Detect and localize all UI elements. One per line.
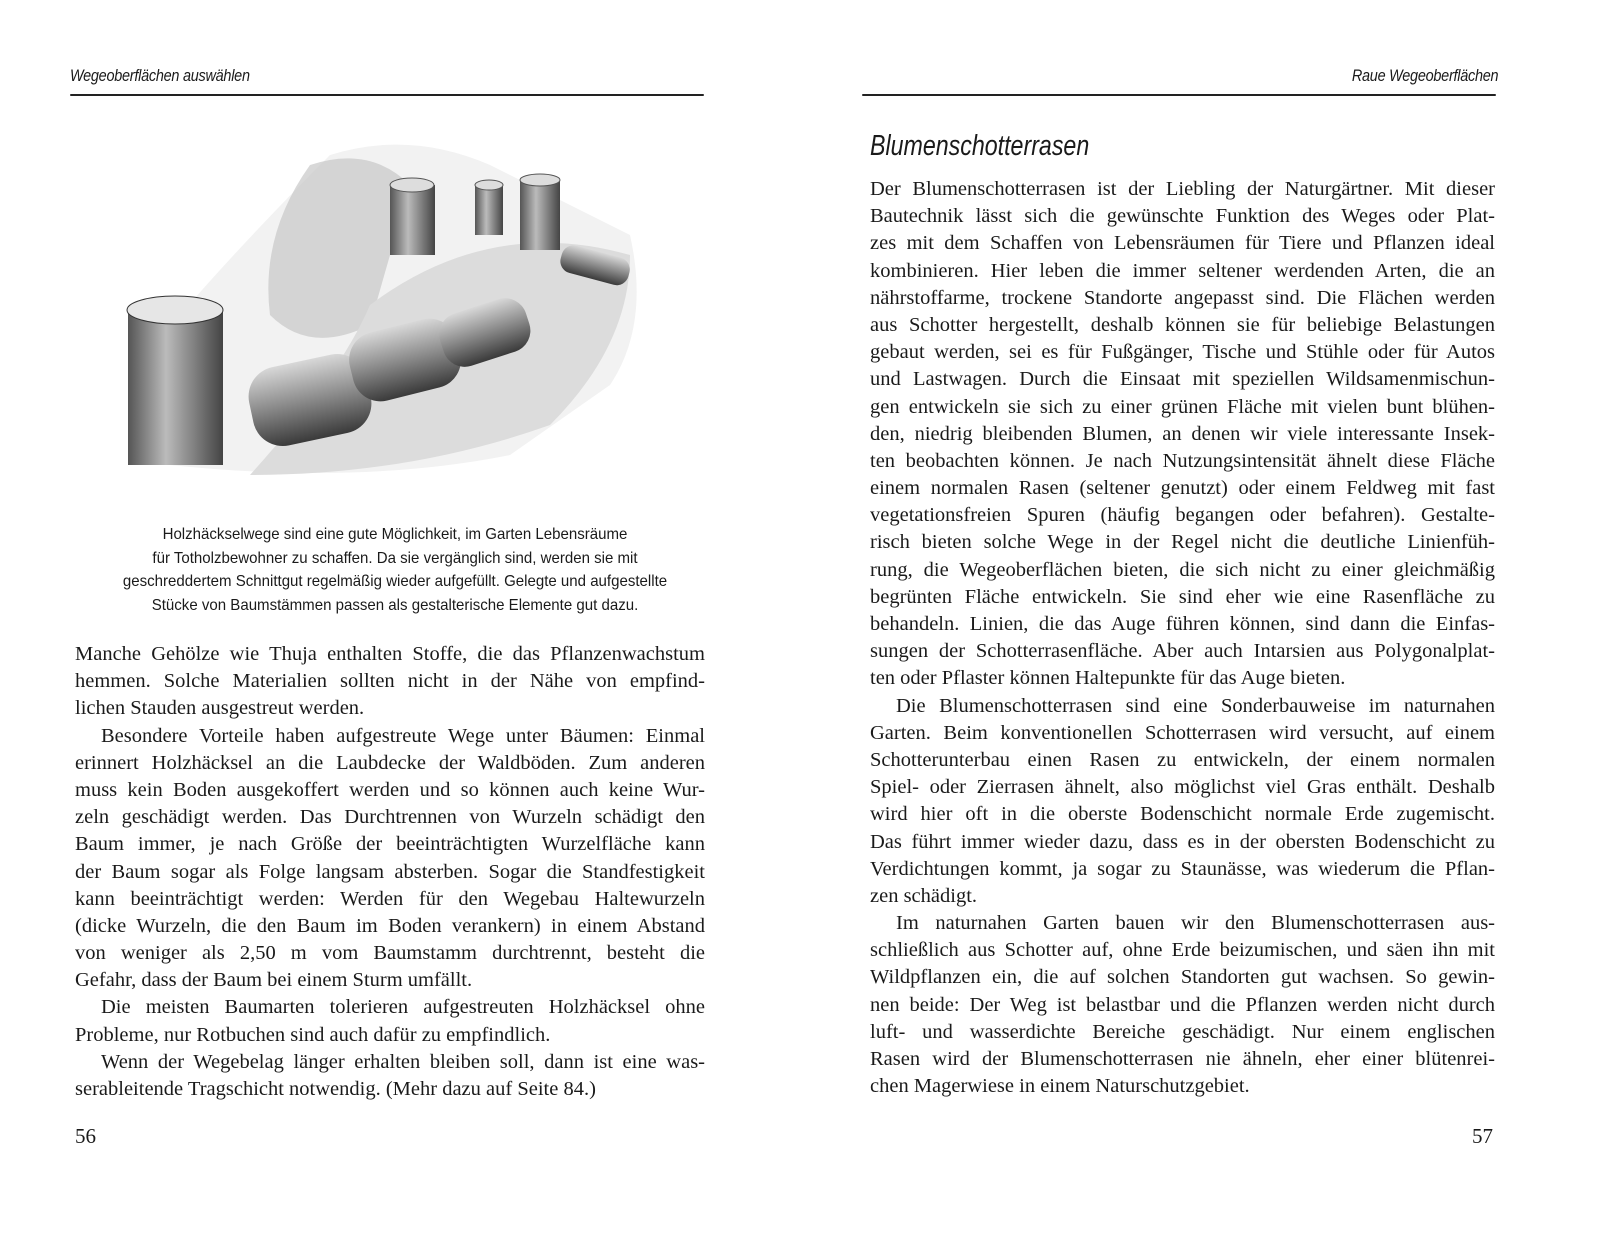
text-line: risch bieten solche Wege in der Regel nicht die deutliche Linienfüh-: [870, 531, 1495, 554]
running-head-left: Wegeoberflächen auswählen: [70, 66, 250, 85]
running-head-right: Raue Wegeoberflächen: [1351, 66, 1498, 85]
text-line: Die meisten Baumarten tolerieren aufgestreuten Holzhäcksel ohne: [101, 996, 705, 1019]
text-line: Rasen wird der Blumenschotterrasen nie ähneln, eher einer blütenrei-: [870, 1048, 1495, 1070]
text-line: Im naturnahen Garten bauen wir den Blumenschotterrasen aus-: [896, 912, 1495, 935]
text-line: ten beobachten können. Je nach Nutzungsintensität ähnelt diese Fläche: [870, 449, 1495, 472]
caption-line: Holzhäckselwege sind eine gute Möglichkeit, im Garten Lebensräume: [162, 526, 628, 543]
text-line: hemmen. Solche Materialien sollten nicht in der Nähe von empfind-: [75, 670, 705, 693]
text-line: Probleme, nur Rotbuchen sind auch dafür zu empfindlich.: [75, 1023, 551, 1046]
text-line: sungen der Schotterrasenfläche. Aber auch Intarsien aus Polygonalplat-: [870, 640, 1495, 663]
page-number-right: 57: [1472, 1124, 1493, 1148]
text-line: einem normalen Rasen (seltener genutzt) oder einem Feldweg mit fast: [870, 477, 1495, 500]
text-line: (dicke Wurzeln, die den Baum im Boden verankern) in einem Abstand: [75, 914, 705, 937]
text-line: kombinieren. Hier leben die immer seltener werdenden Arten, die an: [870, 259, 1495, 282]
text-line: Manche Gehölze wie Thuja enthalten Stoffe, die das Pflanzenwachstum: [75, 643, 705, 665]
text-line: zes mit dem Schaffen von Lebensräumen für Tiere und Pflanzen ideal: [870, 232, 1495, 255]
body-text-right: [870, 176, 1495, 1100]
text-line: den, niedrig bleibenden Blumen, an denen wir viele interessante Insek-: [870, 422, 1495, 445]
text-line: begrünten Fläche entwickeln. Sie sind eher wie eine Rasenfläche zu: [870, 585, 1495, 608]
header-rule-right: [862, 94, 1496, 96]
text-line: Wenn der Wegebelag länger erhalten bleiben soll, dann ist eine was-: [101, 1050, 705, 1073]
text-line: muss kein Boden ausgekoffert werden und so können auch keine Wur-: [75, 778, 705, 801]
section-title: Blumenschotterrasen: [870, 130, 1090, 162]
text-line: Spiel- oder Zierrasen ähnelt, also möglichst viel Gras enthält. Deshalb: [870, 776, 1495, 799]
text-line: aus Schotter hergestellt, deshalb können sie für beliebige Belastungen: [870, 313, 1495, 336]
text-line: behandeln. Linien, die das Auge führen können, sind dann die Einfas-: [870, 613, 1495, 635]
text-line: zen schädigt.: [870, 884, 978, 907]
text-line: rung, die Wegeoberflächen bieten, die sich nicht zu einer gleichmäßig: [870, 558, 1495, 581]
text-line: Besondere Vorteile haben aufgestreute Wege unter Bäumen: Einmal: [101, 724, 705, 747]
text-line: Wildpflanzen ein, die auf solchen Standorten gut wachsen. So gewin-: [870, 966, 1495, 989]
illustration-wood-chip-path: [110, 125, 670, 495]
text-line: nährstoffarme, trockene Standorte angepasst sind. Die Flächen werden: [870, 286, 1495, 309]
text-line: Die Blumenschotterrasen sind eine Sonderbauweise im naturnahen: [896, 694, 1495, 717]
text-line: ten oder Pflaster können Haltepunkte für das Auge bieten.: [870, 667, 1346, 690]
text-line: der Baum sogar als Folge langsam absterben. Sogar die Standfestigkeit: [75, 860, 705, 883]
body-text-left: [75, 641, 705, 1103]
text-line: nen beide: Der Weg ist belastbar und die Pflanzen werden nicht durch: [870, 993, 1495, 1016]
text-line: von weniger als 2,50 m vom Baumstamm durchtrennt, besteht die: [75, 942, 705, 965]
text-line: Gefahr, dass der Baum bei einem Sturm umfällt.: [75, 969, 473, 992]
text-line: Bautechnik lässt sich die gewünschte Funktion des Weges oder Plat-: [870, 205, 1495, 228]
text-line: Garten. Beim konventionellen Schotterrasen wird versucht, auf einem: [870, 721, 1495, 744]
text-line: chen Magerwiese in einem Naturschutzgebiet.: [870, 1075, 1250, 1098]
text-line: lichen Stauden ausgestreut werden.: [75, 697, 365, 720]
text-line: gebaut werden, sei es für Fußgänger, Tische und Stühle oder für Autos: [870, 341, 1495, 364]
header-rule-left: [70, 94, 704, 96]
text-line: luft- und wasserdichte Bereiche geschädigt. Nur einem englischen: [870, 1020, 1495, 1043]
text-line: Verdichtungen kommt, ja sogar zu Staunässe, was wiederum die Pflan-: [870, 857, 1495, 880]
text-line: vegetationsfreien Spuren (häufig begangen oder befahren). Gestalte-: [870, 504, 1495, 527]
caption-line: geschreddertem Schnittgut regelmäßig wieder aufgefüllt. Gelegte und aufgestellte: [122, 573, 668, 590]
text-line: kann beeinträchtigt werden: Werden für den Wegebau Haltewurzeln: [75, 887, 705, 910]
text-line: zeln geschädigt werden. Das Durchtrennen von Wurzeln schädigt den: [75, 806, 705, 829]
caption-line: Stücke von Baumstämmen passen als gestalterische Elemente gut dazu.: [151, 596, 639, 614]
text-line: serableitende Tragschicht notwendig. (Mehr dazu auf Seite 84.): [75, 1078, 596, 1100]
figure-caption: [99, 523, 691, 617]
text-line: und Lastwagen. Durch die Einsaat mit speziellen Wildsamenmischun-: [870, 368, 1495, 391]
text-line: gen entwickeln sie sich zu einer grünen Fläche mit vielen bunt blühen-: [870, 395, 1495, 418]
text-line: Der Blumenschotterrasen ist der Liebling der Naturgärtner. Mit dieser: [870, 178, 1495, 200]
text-line: Schotterunterbau einen Rasen zu entwickeln, der einem normalen: [870, 748, 1495, 771]
caption-line: für Totholzbewohner zu schaffen. Da sie vergänglich sind, werden sie mit: [152, 549, 638, 567]
text-line: Baum immer, je nach Größe der beeinträchtigten Wurzelfläche kann: [75, 833, 705, 856]
text-line: Das führt immer wieder dazu, dass es in der obersten Bodenschicht zu: [870, 830, 1495, 853]
page-number-left: 56: [75, 1124, 96, 1148]
text-line: schließlich aus Schotter auf, ohne Erde beizumischen, und säen ihn mit: [870, 939, 1495, 962]
text-line: erinnert Holzhäcksel an die Laubdecke der Waldböden. Zum anderen: [75, 751, 705, 774]
text-line: wird hier oft in die oberste Bodenschicht normale Erde zugemischt.: [870, 803, 1495, 826]
